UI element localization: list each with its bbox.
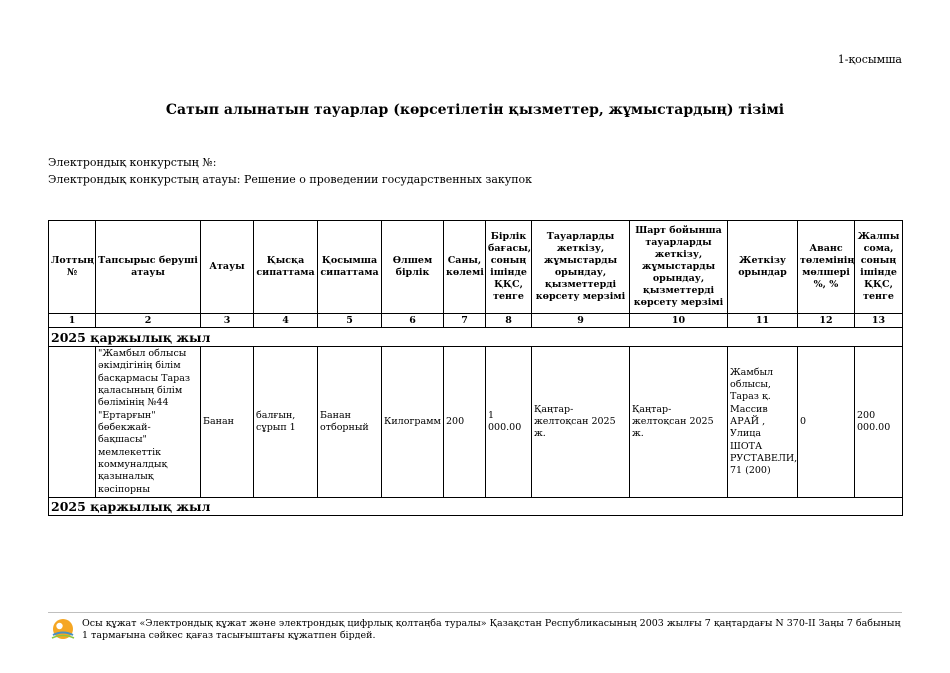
column-number: 10	[630, 314, 728, 328]
cell-quantity: 200	[444, 347, 486, 498]
column-number: 8	[486, 314, 532, 328]
header-delivery-term: Тауарларды жеткізу, жұмыстарды орындау, қызметтерді көрсету мерзімі	[532, 221, 630, 314]
column-number: 4	[254, 314, 318, 328]
cell-lot	[49, 347, 96, 498]
header-total: Жалпы сома, соның ішінде ҚҚС, тенге	[855, 221, 903, 314]
tender-number: Электрондық конкурстың №:	[48, 156, 217, 169]
cell-customer: "Жамбыл облысы әкімдігінің білім басқармасы Тараз қаласының білім бөлімінің №44 "Ертарғын" бөбекжай-бақшасы" мемлекеттік коммуналдық қазыналық кәсіпорны	[96, 347, 201, 498]
header-contract-term: Шарт бойынша тауарларды жеткізу, жұмыстарды орындау, қызметтерді көрсету мерзімі	[630, 221, 728, 314]
header-lot: Лоттың №	[49, 221, 96, 314]
document-title: Сатып алынатын тауарлар (көрсетілетін қызметтер, жұмыстардың) тізімі	[165, 102, 785, 118]
column-number: 9	[532, 314, 630, 328]
cell-delivery-term: Қаңтар-желтоқсан 2025 ж.	[532, 347, 630, 498]
fiscal-year-label: 2025 қаржылық жыл	[49, 328, 903, 347]
header-name: Атауы	[201, 221, 254, 314]
annex-label: 1-қосымша	[837, 53, 902, 66]
header-short-desc: Қысқа сипаттама	[254, 221, 318, 314]
table-header-row	[49, 221, 903, 314]
footer-divider	[48, 612, 902, 613]
column-number: 5	[318, 314, 382, 328]
header-advance: Аванс төлемінің мөлшері %, %	[798, 221, 855, 314]
cell-advance: 0	[798, 347, 855, 498]
header-delivery-place: Жеткізу орындар	[728, 221, 798, 314]
column-number: 12	[798, 314, 855, 328]
column-number: 6	[382, 314, 444, 328]
column-number-row	[49, 314, 903, 328]
cell-total: 200 000.00	[855, 347, 903, 498]
cell-delivery-place: Жамбыл облысы, Тараз қ. Массив АРАЙ , Улица ШОТА РУСТАВЕЛИ, 71 (200)	[728, 347, 798, 498]
fiscal-year-row	[49, 498, 903, 516]
column-number: 1	[49, 314, 96, 328]
table-row	[49, 347, 903, 498]
header-unit: Өлшем бірлік	[382, 221, 444, 314]
cell-contract-term: Қаңтар-желтоқсан 2025 ж.	[630, 347, 728, 498]
tender-name: Электрондық конкурстың атауы: Решение о проведении государственных закупок	[48, 173, 533, 186]
cell-unit: Килограмм	[382, 347, 444, 498]
cell-name: Банан	[201, 347, 254, 498]
column-number: 7	[444, 314, 486, 328]
column-number: 2	[96, 314, 201, 328]
cell-extra-desc: Банан отборный	[318, 347, 382, 498]
fiscal-year-label: 2025 қаржылық жыл	[49, 498, 903, 516]
fiscal-year-row	[49, 328, 903, 347]
footer-legal-text: Осы құжат «Электрондық құжат және электрондық цифрлық қолтаңба туралы» Қазақстан Республикасының 2003 жылғы 7 қаңтардағы N 370-II Заңы 7 бабының 1 тармағына сәйкес қағаз тасығыштағы құжатпен бірдей.	[82, 618, 901, 642]
egov-logo-icon	[50, 616, 76, 642]
goods-table	[48, 220, 903, 516]
column-number: 13	[855, 314, 903, 328]
header-customer: Тапсырыс беруші атауы	[96, 221, 201, 314]
header-extra-desc: Қосымша сипаттама	[318, 221, 382, 314]
column-number: 11	[728, 314, 798, 328]
header-quantity: Саны, көлемі	[444, 221, 486, 314]
column-number: 3	[201, 314, 254, 328]
cell-unit-price: 1 000.00	[486, 347, 532, 498]
cell-short-desc: балғын, сұрып 1	[254, 347, 318, 498]
header-unit-price: Бірлік бағасы, соның ішінде ҚҚС, тенге	[486, 221, 532, 314]
